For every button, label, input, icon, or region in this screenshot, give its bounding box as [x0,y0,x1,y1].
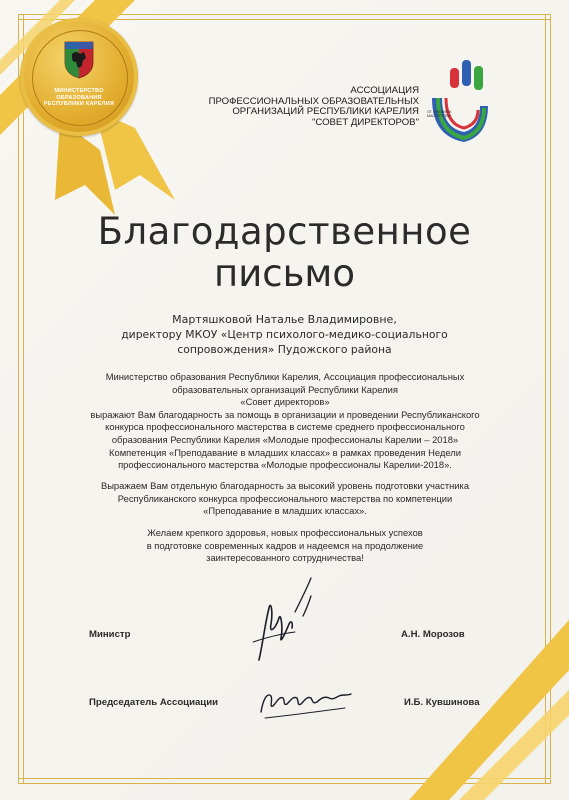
paragraph2-line: «Преподавание в младших классах». [203,505,367,517]
recipient-name: Мартяшковой Наталье Владимировне, [172,313,397,326]
recipient-block [0,312,569,357]
paragraph1-line: «Совет директоров» [240,396,330,408]
chair-signature-image [255,682,365,722]
association-header [159,86,419,128]
recipient-position-line-2: сопровождения» Пудожского района [177,343,392,356]
association-logo-icon [424,58,494,148]
association-line-2: ПРОФЕССИОНАЛЬНЫХ ОБРАЗОВАТЕЛЬНЫХ [208,95,419,107]
seal-text [30,88,128,108]
chair-label: Председатель Ассоциации [89,697,219,708]
gratitude-paragraph-1 [60,371,510,472]
ministry-seal [20,18,138,136]
paragraph1-line: Министерство образования Республики Карелия, Ассоциация профессиональных [105,371,465,382]
association-logo-caption: ОТ УМЕНИЯ К МАСТЕРСТВУ [427,110,452,119]
minister-label: Министр [89,629,131,640]
document-title-line-1: Благодарственное [97,210,472,253]
association-line-4: "СОВЕТ ДИРЕКТОРОВ" [311,116,419,128]
paragraph2-line: Республиканского конкурса профессионального мастерства по компетенции [117,492,453,504]
paragraph1-line: профессионального мастерства «Молодые профессионалы Карелии-2018». [118,459,452,471]
association-line-3: ОРГАНИЗАЦИЙ РЕСПУБЛИКИ КАРЕЛИЯ [232,106,419,118]
wishes-paragraph [60,527,510,565]
paragraph1-line: конкурса профессионального мастерства в системе среднего профессионального [105,421,465,433]
chair-name: И.Б. Кувшинова [404,697,480,708]
association-line-1: АССОЦИАЦИЯ [350,85,419,96]
karelia-coat-of-arms-icon [62,40,96,80]
document-title-line-2: письмо [214,252,355,295]
paragraph1-line: Компетенция «Преподавание в младших классах» в рамках проведения Недели [109,446,461,458]
paragraph3-line: в подготовке современных кадров и надеемся на продолжение [146,539,424,551]
paragraph1-line: выражают Вам благодарность за помощь в организации и проведении Республиканского [90,408,480,420]
minister-signature-image [245,572,325,672]
paragraph2-line: Выражаем Вам отдельную благодарность за высокий уровень подготовки участника [100,480,470,491]
paragraph3-line: заинтересованного сотрудничества! [206,552,364,564]
paragraph1-line: образовательных организаций Республики Карелия [172,383,398,395]
minister-name: А.Н. Морозов [401,629,465,640]
seal-line-2: ОБРАЗОВАНИЯ [56,94,102,101]
seal-line-1: МИНИСТЕРСТВО [54,88,104,94]
paragraph3-line: Желаем крепкого здоровья, новых профессиональных успехов [147,527,423,538]
recipient-position-line-1: директору МКОУ «Центр психолого-медико-социального [121,328,448,341]
gratitude-paragraph-2 [60,480,510,518]
paragraph1-line: образования Республики Карелия «Молодые профессионалы Карелии – 2018» [111,433,459,445]
seal-line-3: РЕСПУБЛИКИ КАРЕЛИЯ [43,101,115,108]
